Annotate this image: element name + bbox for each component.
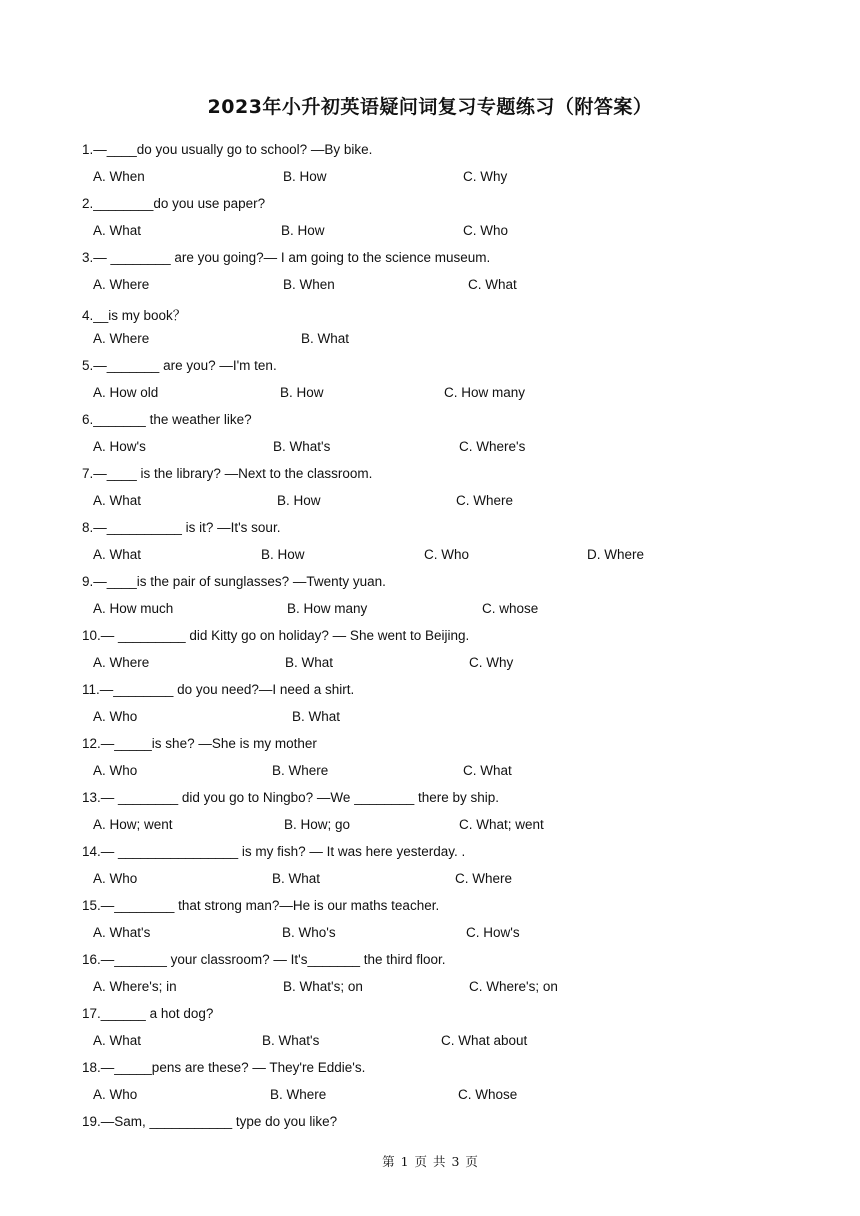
option-a: A. Where — [93, 277, 150, 292]
question-11-options — [0, 709, 860, 727]
question-8: 8.—__________ is it? —It's sour. — [82, 520, 281, 535]
question-16: 16.—_______ your classroom? — It's_______ the third floor. — [82, 952, 446, 967]
option-a: A. Who — [93, 871, 138, 886]
option-b: B. How — [280, 385, 324, 400]
option-b: B. What — [301, 331, 350, 346]
option-c: C. What — [463, 763, 512, 778]
option-b: B. When — [283, 277, 335, 292]
option-b: B. Where — [270, 1087, 327, 1102]
option-c: C. Where's — [459, 439, 526, 454]
question-8-options — [0, 547, 860, 565]
question-16-options — [0, 979, 860, 997]
question-10: 10.— _________ did Kitty go on holiday? — She went to Beijing. — [82, 628, 470, 643]
option-b: B. What — [272, 871, 321, 886]
question-2-options — [0, 223, 860, 241]
option-b: B. How — [277, 493, 321, 508]
option-a: A. How; went — [93, 817, 173, 832]
question-14: 14.— ________________ is my fish? — It was here yesterday. . — [82, 844, 466, 859]
option-c: C. What; went — [459, 817, 544, 832]
option-a: A. Where — [93, 331, 150, 346]
question-1: 1.—____do you usually go to school? —By bike. — [82, 142, 373, 157]
question-6-options — [0, 439, 860, 457]
question-12: 12.—_____is she? —She is my mother — [82, 736, 317, 751]
option-a: A. What — [93, 1033, 142, 1048]
option-a: A. When — [93, 169, 145, 184]
question-13-options — [0, 817, 860, 835]
option-c: C. Whose — [458, 1087, 518, 1102]
option-a: A. What — [93, 547, 142, 562]
question-18-options — [0, 1087, 860, 1105]
question-5: 5.—_______ are you? —I'm ten. — [82, 358, 277, 373]
option-b: B. Who's — [282, 925, 336, 940]
question-1-options — [0, 169, 860, 187]
option-b: B. How — [261, 547, 305, 562]
page-title: 2023年小升初英语疑问词复习专题练习（附答案） — [207, 96, 653, 118]
question-15-options — [0, 925, 860, 943]
question-7: 7.—____ is the library? —Next to the classroom. — [82, 466, 373, 481]
option-c: C. Where — [455, 871, 513, 886]
question-12-options — [0, 763, 860, 781]
option-c: C. Where's; on — [469, 979, 558, 994]
option-b: B. How — [281, 223, 325, 238]
option-c: C. Where — [456, 493, 514, 508]
option-b: B. What's — [273, 439, 331, 454]
option-c: C. Who — [424, 547, 470, 562]
question-6: 6._______ the weather like? — [82, 412, 252, 427]
option-a: A. What's — [93, 925, 151, 940]
option-b: B. What's; on — [283, 979, 363, 994]
option-a: A. Who — [93, 709, 138, 724]
question-9-options — [0, 601, 860, 619]
option-c: C. whose — [482, 601, 539, 616]
question-9: 9.—____is the pair of sunglasses? —Twenty yuan. — [82, 574, 386, 589]
option-b: B. What — [292, 709, 341, 724]
option-d: D. Where — [587, 547, 645, 562]
question-17: 17.______ a hot dog? — [82, 1006, 214, 1021]
option-b: B. How; go — [284, 817, 351, 832]
option-c: C. How many — [444, 385, 526, 400]
option-a: A. Who — [93, 763, 138, 778]
question-18: 18.—_____pens are these? — They're Eddie's. — [82, 1060, 366, 1075]
question-15: 15.—________ that strong man?—He is our maths teacher. — [82, 898, 440, 913]
option-a: A. How old — [93, 385, 159, 400]
option-a: A. How much — [93, 601, 174, 616]
option-b: B. Where — [272, 763, 329, 778]
option-a: A. How's — [93, 439, 146, 454]
question-13: 13.— ________ did you go to Ningbo? —We ________ there by ship. — [82, 790, 500, 805]
question-10-options — [0, 655, 860, 673]
page-footer: 第 1 页 共 3 页 — [382, 1154, 478, 1169]
question-3: 3.— ________ are you going?— I am going to the science museum. — [82, 250, 491, 265]
option-b: B. How many — [287, 601, 368, 616]
option-c: C. How's — [466, 925, 520, 940]
option-a: A. Who — [93, 1087, 138, 1102]
question-2: 2.________do you use paper? — [82, 196, 266, 211]
option-b: B. How — [283, 169, 327, 184]
question-17-options — [0, 1033, 860, 1051]
option-a: A. What — [93, 493, 142, 508]
option-c: C. What — [468, 277, 517, 292]
option-b: B. What's — [262, 1033, 320, 1048]
option-a: A. What — [93, 223, 142, 238]
option-a: A. Where — [93, 655, 150, 670]
question-5-options — [0, 385, 860, 403]
question-4-options — [0, 331, 860, 349]
option-c: C. What about — [441, 1033, 528, 1048]
question-3-options — [0, 277, 860, 295]
option-c: C. Why — [463, 169, 508, 184]
option-a: A. Where's; in — [93, 979, 177, 994]
option-c: C. Why — [469, 655, 514, 670]
option-c: C. Who — [463, 223, 509, 238]
question-7-options — [0, 493, 860, 511]
question-11: 11.—________ do you need?—I need a shirt. — [82, 682, 355, 697]
question-14-options — [0, 871, 860, 889]
question-4: 4.__is my book？ — [82, 308, 187, 323]
question-19: 19.—Sam, ___________ type do you like? — [82, 1114, 338, 1129]
option-b: B. What — [285, 655, 334, 670]
